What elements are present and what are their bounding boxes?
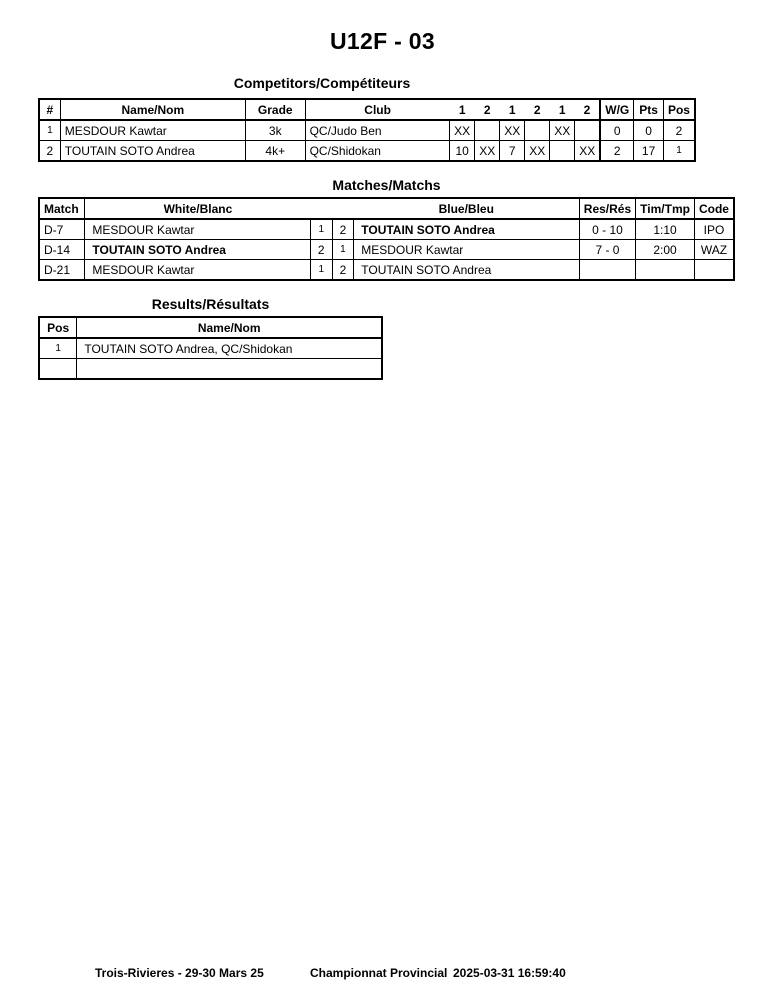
col-header-spacer	[310, 198, 332, 219]
results-table	[38, 316, 383, 380]
score-cell	[550, 141, 575, 162]
col-header-name: Name/Nom	[60, 99, 245, 120]
score-cell: XX	[550, 120, 575, 141]
col-header-club: Club	[305, 99, 450, 120]
score-cell: XX	[575, 141, 601, 162]
result-row	[39, 338, 382, 359]
result-position	[39, 359, 77, 380]
score-cell: XX	[450, 120, 475, 141]
score-cell: 10	[450, 141, 475, 162]
competitor-club: QC/Judo Ben	[305, 120, 450, 141]
competitors-table	[38, 98, 696, 162]
match-blue-number: 2	[332, 219, 354, 240]
result-row	[39, 359, 382, 380]
footer-event: Championnat Provincial	[310, 966, 448, 980]
match-white-name: MESDOUR Kawtar	[85, 260, 311, 281]
col-header-score-5: 1	[550, 99, 575, 120]
match-blue-number: 1	[332, 240, 354, 260]
match-time: 2:00	[636, 240, 695, 260]
score-cell	[575, 120, 601, 141]
col-header-blue: Blue/Bleu	[354, 198, 580, 219]
col-header-num: #	[39, 99, 60, 120]
results-header-row	[39, 317, 382, 338]
score-cell: XX	[500, 120, 525, 141]
match-result: 0 - 10	[579, 219, 635, 240]
col-header-score-4: 2	[525, 99, 550, 120]
match-code: WAZ	[694, 240, 734, 260]
competitor-name: MESDOUR Kawtar	[60, 120, 245, 141]
score-cell: 7	[500, 141, 525, 162]
competitor-wins: 0	[600, 120, 634, 141]
match-id: D-14	[39, 240, 85, 260]
footer-timestamp: 2025-03-31 16:59:40	[453, 966, 566, 980]
match-row	[39, 260, 734, 281]
competitor-position: 2	[663, 120, 695, 141]
match-code: IPO	[694, 219, 734, 240]
col-header-white: White/Blanc	[85, 198, 311, 219]
competitor-club: QC/Shidokan	[305, 141, 450, 162]
matches-section-title: Matches/Matchs	[332, 177, 441, 193]
col-header-match: Match	[39, 198, 85, 219]
score-cell: XX	[475, 141, 500, 162]
competitor-name: TOUTAIN SOTO Andrea	[60, 141, 245, 162]
matches-table	[38, 197, 735, 281]
page-title: U12F - 03	[330, 28, 435, 54]
match-blue-name: TOUTAIN SOTO Andrea	[354, 219, 580, 240]
col-header-pos: Pos	[39, 317, 77, 338]
match-time: 1:10	[636, 219, 695, 240]
score-cell	[525, 120, 550, 141]
match-blue-name: MESDOUR Kawtar	[354, 240, 580, 260]
result-name: TOUTAIN SOTO Andrea, QC/Shidokan	[77, 338, 382, 359]
results-section-title: Results/Résultats	[151, 296, 270, 312]
match-white-name: MESDOUR Kawtar	[85, 219, 311, 240]
col-header-spacer	[332, 198, 354, 219]
competitors-header-row	[39, 99, 695, 120]
footer-location: Trois-Rivieres - 29-30 Mars 25	[95, 966, 264, 980]
match-row	[39, 240, 734, 260]
match-white-number: 1	[310, 260, 332, 281]
match-result	[579, 260, 635, 281]
matches-header-row	[39, 198, 734, 219]
col-header-score-3: 1	[500, 99, 525, 120]
col-header-score-6: 2	[575, 99, 601, 120]
col-header-wg: W/G	[600, 99, 634, 120]
competitor-grade: 3k	[245, 120, 305, 141]
match-blue-name: TOUTAIN SOTO Andrea	[354, 260, 580, 281]
competitor-number: 1	[39, 120, 60, 141]
match-code	[694, 260, 734, 281]
match-row	[39, 219, 734, 240]
match-white-number: 2	[310, 240, 332, 260]
col-header-name: Name/Nom	[77, 317, 382, 338]
score-cell	[475, 120, 500, 141]
score-cell: XX	[525, 141, 550, 162]
match-blue-number: 2	[332, 260, 354, 281]
match-white-name: TOUTAIN SOTO Andrea	[85, 240, 311, 260]
match-id: D-21	[39, 260, 85, 281]
match-white-number: 1	[310, 219, 332, 240]
competitor-row	[39, 120, 695, 141]
competitor-number: 2	[39, 141, 60, 162]
col-header-grade: Grade	[245, 99, 305, 120]
competitor-wins: 2	[600, 141, 634, 162]
competitor-position: 1	[663, 141, 695, 162]
competitor-grade: 4k+	[245, 141, 305, 162]
competitor-points: 17	[634, 141, 664, 162]
result-position: 1	[39, 338, 77, 359]
col-header-code: Code	[694, 198, 734, 219]
competitor-row	[39, 141, 695, 162]
competitors-section-title: Competitors/Compétiteurs	[233, 75, 411, 91]
col-header-time: Tim/Tmp	[636, 198, 695, 219]
col-header-result: Res/Rés	[579, 198, 635, 219]
match-time	[636, 260, 695, 281]
col-header-score-1: 1	[450, 99, 475, 120]
competitor-points: 0	[634, 120, 664, 141]
match-id: D-7	[39, 219, 85, 240]
col-header-pos: Pos	[663, 99, 695, 120]
col-header-score-2: 2	[475, 99, 500, 120]
match-result: 7 - 0	[579, 240, 635, 260]
result-name	[77, 359, 382, 380]
col-header-pts: Pts	[634, 99, 664, 120]
